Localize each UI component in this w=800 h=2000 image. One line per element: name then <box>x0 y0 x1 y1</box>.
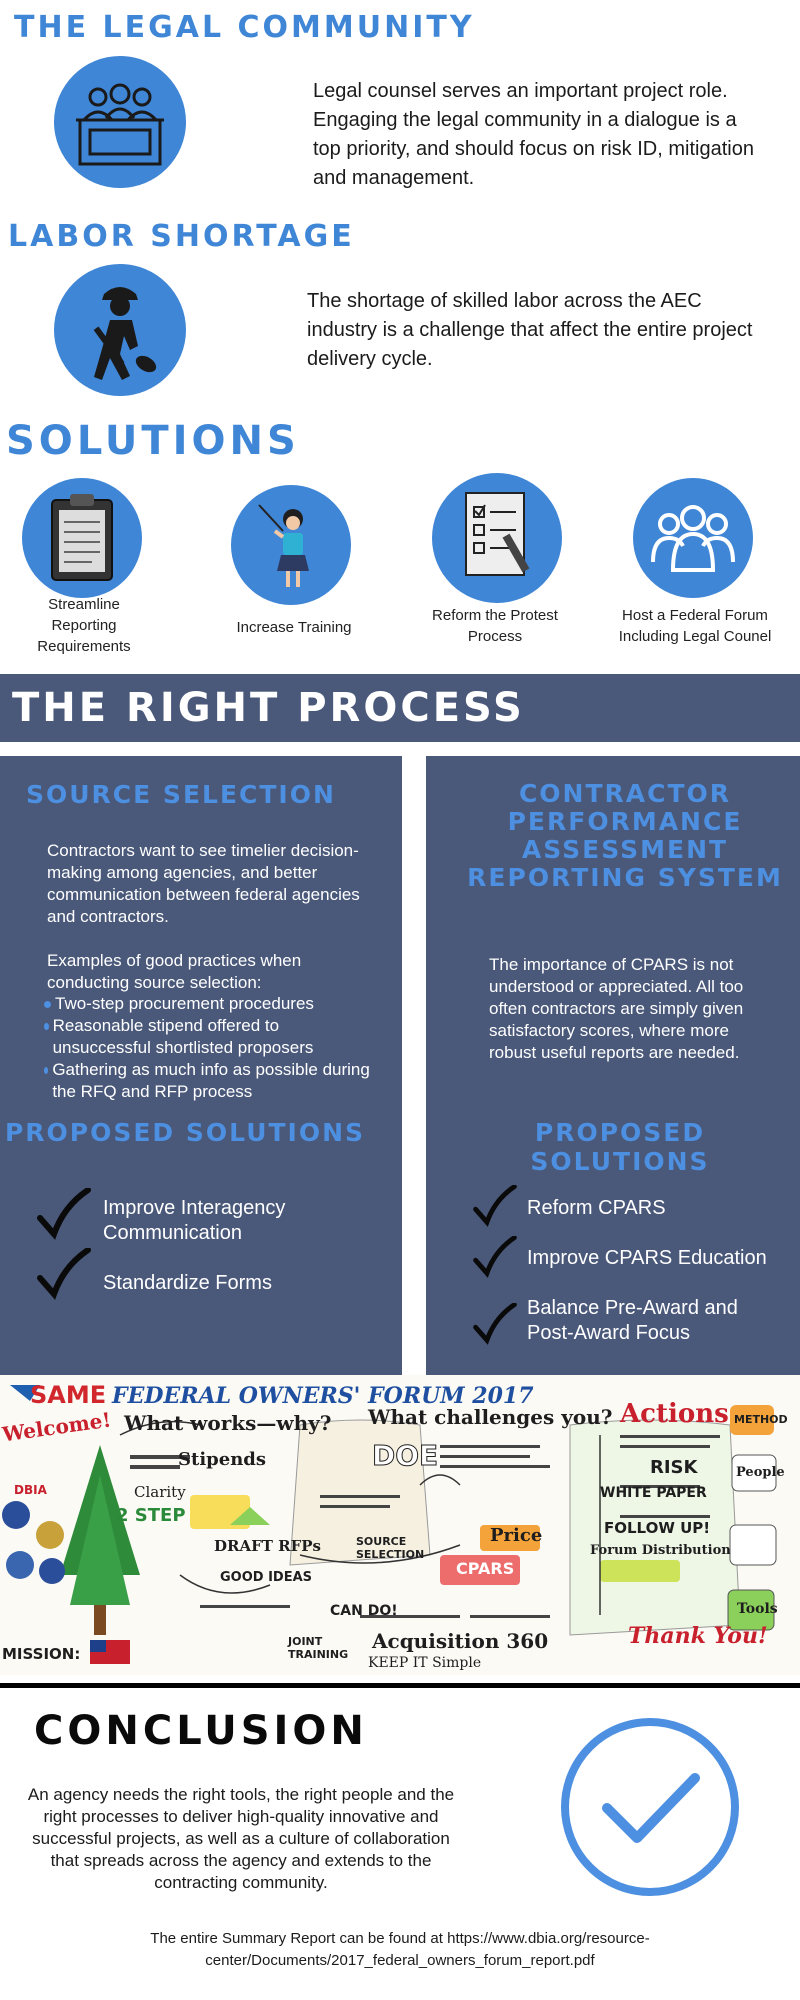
check-mark-icon <box>472 1236 518 1278</box>
conclusion-text: An agency needs the right tools, the right people and the right processes to deliver high-quality innovative and successful projects, as well as a culture of collaboration that spreads across the agency and extends to the contracting community. <box>27 1785 455 1892</box>
cpars-proposed-heading: PROPOSED SOLUTIONS <box>530 1118 710 1176</box>
forum-graphic-recording <box>0 1375 800 1675</box>
source-proposed-item-1: Improve Interagency Communication <box>103 1197 286 1244</box>
bullet-text: Two-step procurement procedures <box>55 994 314 1013</box>
solution-icon-circle-2 <box>231 485 351 605</box>
mural-can-do: CAN DO! <box>330 1603 398 1619</box>
source-selection-examples-intro: Examples of good practices when conducting source selection: <box>47 951 302 992</box>
solution-label-4: Host a Federal Forum Including Legal Counel <box>618 607 772 645</box>
mural-same-logo: SAME <box>30 1381 107 1409</box>
labor-heading: LABOR SHORTAGE <box>8 219 355 254</box>
bullet-dot <box>44 1067 48 1074</box>
labor-text: The shortage of skilled labor across the AEC industry is a challenge that affect the entire project delivery cycle. <box>307 290 753 370</box>
solution-label-1: Streamline Reporting Requirements <box>37 596 131 655</box>
solution-icon-circle-3 <box>432 473 562 603</box>
labor-icon-circle <box>54 264 186 396</box>
conclusion-divider <box>0 1683 800 1688</box>
source-selection-title: SOURCE SELECTION <box>26 780 336 809</box>
mural-keep-simple: KEEP IT Simple <box>368 1655 482 1671</box>
solutions-heading: SOLUTIONS <box>6 418 300 464</box>
solution-icon-circle-1 <box>22 478 142 598</box>
check-mark-icon <box>472 1185 518 1227</box>
right-process-banner <box>0 674 800 742</box>
source-proposed-item-2: Standardize Forms <box>103 1272 272 1294</box>
worker-shovel-icon <box>54 264 186 396</box>
source-selection-intro: Contractors want to see timelier decision-making among agencies, and better communication between federal agencies and contractors. <box>47 841 360 926</box>
mural-what-challenges: What challenges you? <box>368 1405 613 1429</box>
mural-joint-training: JOINT TRAINING <box>288 1635 349 1661</box>
mural-acquisition: Acquisition 360 <box>372 1629 549 1653</box>
mural-what-works: What works—why? <box>124 1411 332 1435</box>
mural-forum-distribution: Forum Distribution <box>590 1543 731 1558</box>
bullet-dot <box>44 1001 51 1008</box>
cpars-proposed-item-3: Balance Pre-Award and Post-Award Focus <box>527 1297 738 1344</box>
mural-source-selection: SOURCE SELECTION <box>356 1535 425 1561</box>
group-icon <box>633 478 753 598</box>
cpars-text: The importance of CPARS is not understood or appreciated. All too often contractors are simply given satisfactory scores, where more robust useful reports are needed. <box>489 955 744 1062</box>
mural-clarity: Clarity <box>134 1483 186 1501</box>
mural-good-ideas: GOOD IDEAS <box>220 1570 313 1585</box>
mural-forum-title: FEDERAL OWNERS' FORUM 2017 <box>112 1383 534 1409</box>
check-mark-icon <box>36 1248 92 1300</box>
clipboard-icon <box>22 478 142 598</box>
right-process-title: THE RIGHT PROCESS <box>12 685 525 731</box>
cpars-title: CONTRACTOR PERFORMANCE ASSESSMENT REPORTING SYSTEM <box>467 779 783 892</box>
mural-mission: MISSION: <box>2 1645 81 1663</box>
courtroom-bench-icon <box>54 56 186 188</box>
conclusion-heading: CONCLUSION <box>34 1708 368 1754</box>
footer-report-link[interactable]: The entire Summary Report can be found at https://www.dbia.org/resource-center/Documents/2017_federal_owners_forum_report.pdf <box>150 1930 650 1969</box>
mural-risk: RISK <box>650 1457 698 1478</box>
mural-tools: Tools <box>737 1601 778 1617</box>
cpars-proposed-item-2: Improve CPARS Education <box>527 1247 767 1269</box>
bullet-dot <box>44 1023 49 1030</box>
mural-people: People <box>736 1465 785 1480</box>
mural-welcome: Welcome! <box>0 1407 113 1447</box>
mural-doe: DOE <box>372 1439 439 1472</box>
mural-actions: Actions <box>620 1399 729 1429</box>
bullet-item <box>44 1015 374 1059</box>
checklist-icon <box>432 473 562 603</box>
check-mark-icon <box>36 1188 92 1240</box>
bullet-text: Reasonable stipend offered to unsuccessful shortlisted proposers <box>52 1016 314 1057</box>
mural-follow-up: FOLLOW UP! <box>604 1519 711 1537</box>
mural-white-paper: WHITE PAPER <box>600 1485 707 1501</box>
legal-text: Legal counsel serves an important project role. Engaging the legal community in a dialogue is a top priority, and should focus on risk ID, mitigation and management. <box>313 80 754 189</box>
mural-cpars: CPARS <box>456 1559 515 1578</box>
mural-method: METHOD <box>734 1413 788 1426</box>
mural-two-step: 2 STEP <box>116 1505 186 1526</box>
source-selection-bullets <box>44 993 374 1103</box>
solution-label-3: Reform the Protest Process <box>432 607 558 645</box>
check-mark-icon <box>472 1303 518 1345</box>
legal-heading: THE LEGAL COMMUNITY <box>14 10 475 45</box>
mural-thank-you: Thank You! <box>628 1623 768 1649</box>
solution-icon-circle-4 <box>633 478 753 598</box>
mural-stipends: Stipends <box>178 1449 266 1470</box>
teacher-icon <box>231 485 351 605</box>
bullet-item <box>44 993 374 1015</box>
check-circle-icon <box>555 1712 745 1902</box>
mural-draft-rfps: DRAFT RFPs <box>214 1537 321 1555</box>
mural-dbia: DBIA <box>14 1483 47 1497</box>
bullet-item <box>44 1059 374 1103</box>
legal-icon-circle <box>54 56 186 188</box>
cpars-proposed-item-1: Reform CPARS <box>527 1197 666 1219</box>
source-proposed-heading: PROPOSED SOLUTIONS <box>4 1118 366 1147</box>
mural-price: Price <box>490 1525 543 1546</box>
bullet-text: Gathering as much info as possible during the RFQ and RFP process <box>52 1060 370 1101</box>
solution-label-2: Increase Training <box>236 619 352 636</box>
